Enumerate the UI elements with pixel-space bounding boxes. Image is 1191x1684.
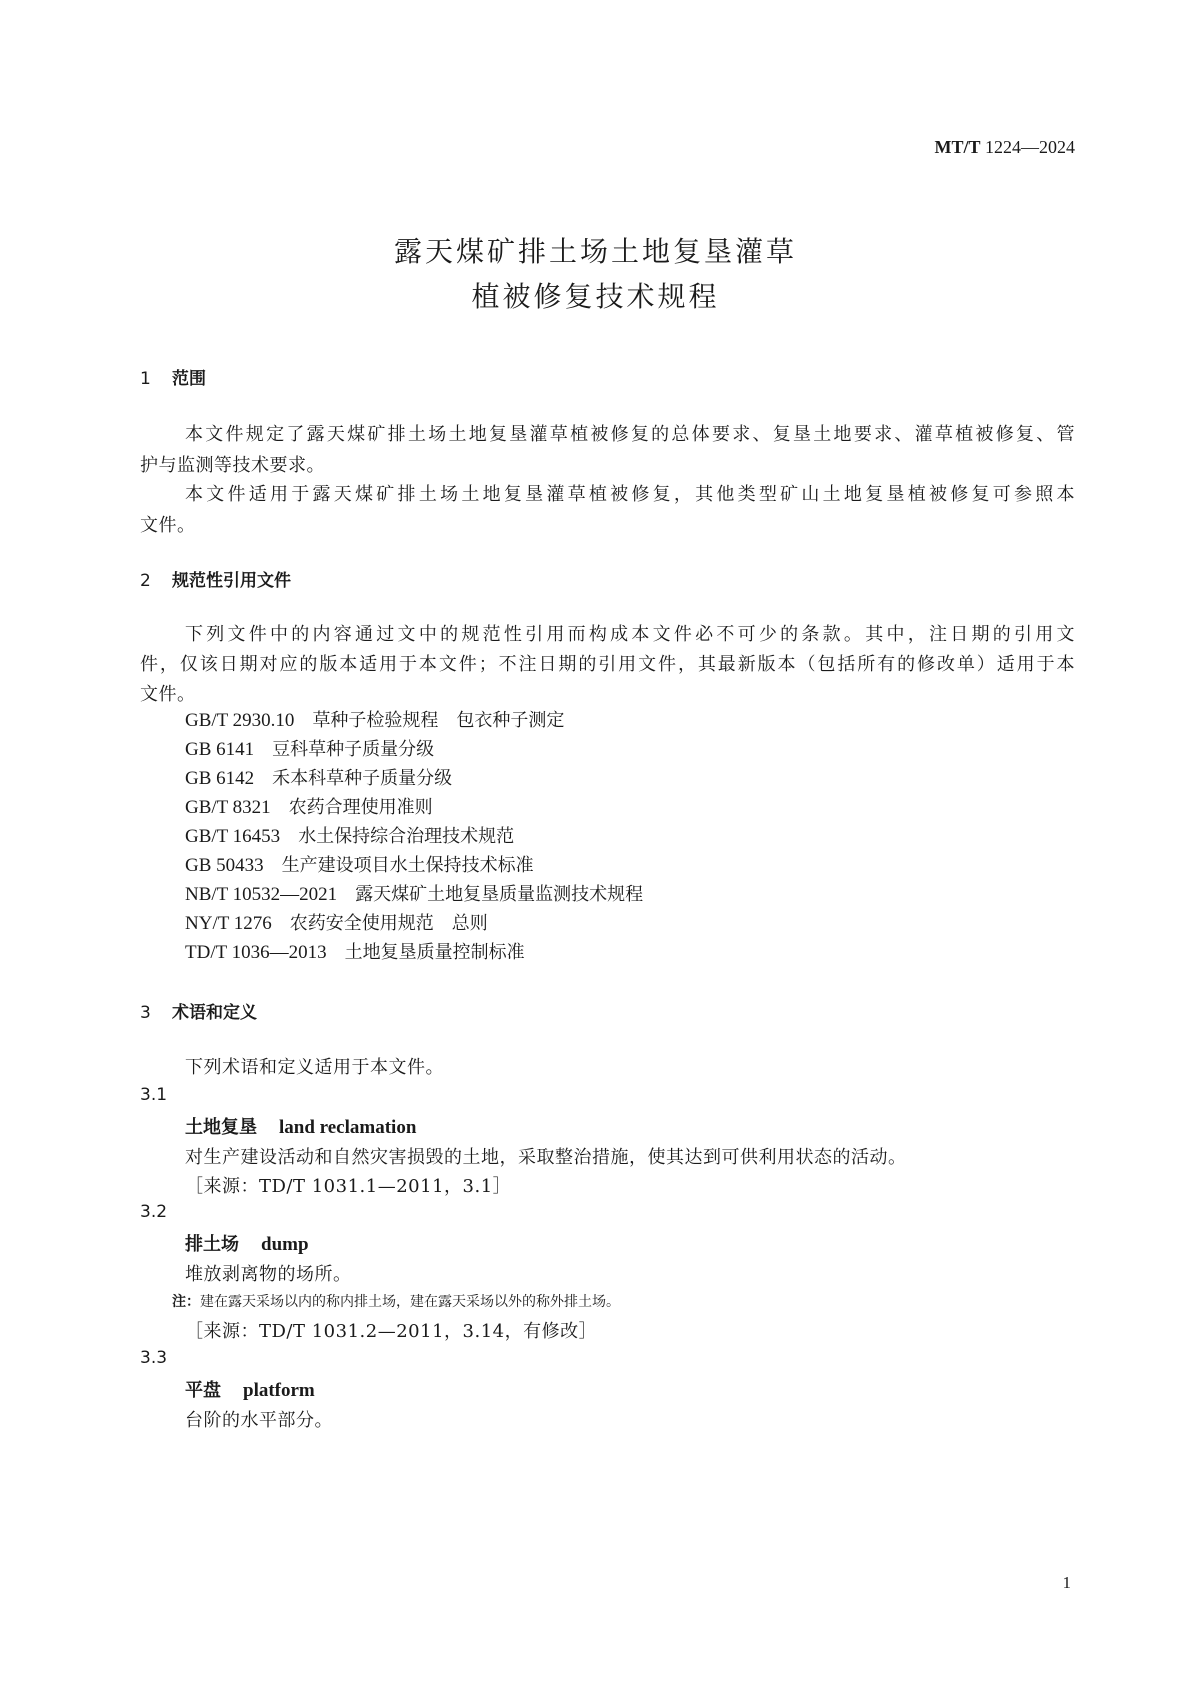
term-heading [185,1113,416,1139]
term-zh: 土地复垦 [185,1117,257,1138]
reference-item [185,851,534,877]
ref-title: 草种子检验规程 包衣种子测定 [312,710,565,731]
ref-title: 露天煤矿土地复垦质量监测技术规程 [355,884,644,905]
term-definition: 对生产建设活动和自然灾害损毁的土地，采取整治措施，使其达到可供利用状态的活动。 [185,1147,907,1168]
clause-number: 3.2 [140,1202,168,1222]
doc-title-line1: 露天煤矿排土场土地复垦灌草 [393,235,797,268]
ref-title: 豆科草种子质量分级 [272,739,435,760]
term-en: dump [261,1234,309,1255]
page-number: 1 [1062,1573,1071,1592]
reference-item [185,822,514,848]
term-heading [185,1230,309,1256]
ref-title: 生产建设项目水土保持技术标准 [281,855,534,876]
ref-title: 土地复垦质量控制标准 [344,942,525,963]
note-text: 建在露天采场以内的称内排土场，建在露天采场以外的称外排土场。 [200,1294,620,1310]
s1-p1-line2: 护与监测等技术要求。 [140,455,325,476]
term-en: land reclamation [279,1117,417,1138]
term-definition: 堆放剥离物的场所。 [185,1264,352,1285]
ref-code: GB 6142 [185,768,255,789]
s1-p1-line1: 本文件规定了露天煤矿排土场土地复垦灌草植被修复的总体要求、复垦土地要求、灌草植被修复、管 [185,424,1075,445]
s1-p2-line1: 本文件适用于露天煤矿排土场土地复垦灌草植被修复，其他类型矿山土地复垦植被修复可参照本 [185,484,1075,505]
ref-code: NB/T 10532—2021 [185,884,338,905]
term-zh: 排土场 [185,1234,239,1255]
reference-item [185,938,525,964]
ref-code: TD/T 1036—2013 [185,942,327,963]
ref-code: GB 6141 [185,739,255,760]
section-number: 2 [140,571,151,591]
s1-p2-line2: 文件。 [140,515,196,536]
ref-code: GB/T 2930.10 [185,710,295,731]
s2-p1-line2: 件，仅该日期对应的版本适用于本文件；不注日期的引用文件，其最新版本（包括所有的修改单）适用于本 [140,654,1075,675]
ref-code: NY/T 1276 [185,913,272,934]
ref-code: GB/T 8321 [185,797,271,818]
section-title: 规范性引用文件 [172,571,291,591]
section-1-heading [140,364,206,389]
term-definition: 台阶的水平部分。 [185,1410,333,1431]
term-source: ［来源：TD/T 1031.2—2011，3.14，有修改］ [185,1321,598,1342]
s2-p1-line1: 下列文件中的内容通过文中的规范性引用而构成本文件必不可少的条款。其中，注日期的引用文 [185,624,1075,645]
section-number: 3 [140,1003,151,1023]
ref-code: GB/T 16453 [185,826,281,847]
reference-item [185,735,434,761]
section-title: 术语和定义 [172,1003,257,1023]
term-zh: 平盘 [185,1380,221,1401]
clause-number: 3.3 [140,1348,168,1368]
term-en: platform [243,1380,315,1401]
reference-item [185,880,643,906]
section-2-heading [140,566,291,591]
ref-code: GB 50433 [185,855,264,876]
ref-title: 农药合理使用准则 [288,797,433,818]
section-title: 范围 [172,369,206,389]
ref-title: 水土保持综合治理技术规范 [298,826,515,847]
section-3-heading [140,998,257,1023]
doc-title-line2: 植被修复技术规程 [471,280,720,313]
standard-number [934,137,1075,158]
term-source: ［来源：TD/T 1031.1—2011，3.1］ [185,1176,512,1197]
reference-item [185,909,488,935]
reference-item [185,793,433,819]
reference-item [185,706,564,732]
ref-title: 农药安全使用规范 总则 [289,913,488,934]
std-number: 1224—2024 [985,137,1075,157]
s3-intro: 下列术语和定义适用于本文件。 [185,1057,444,1078]
term-note [172,1291,620,1311]
std-prefix: MT/T [934,137,981,157]
note-label: 注： [172,1294,200,1310]
reference-item [185,764,452,790]
s2-p1-line3: 文件。 [140,684,196,705]
ref-title: 禾本科草种子质量分级 [272,768,453,789]
clause-number: 3.1 [140,1085,168,1105]
section-number: 1 [140,369,151,389]
term-heading [185,1376,315,1402]
